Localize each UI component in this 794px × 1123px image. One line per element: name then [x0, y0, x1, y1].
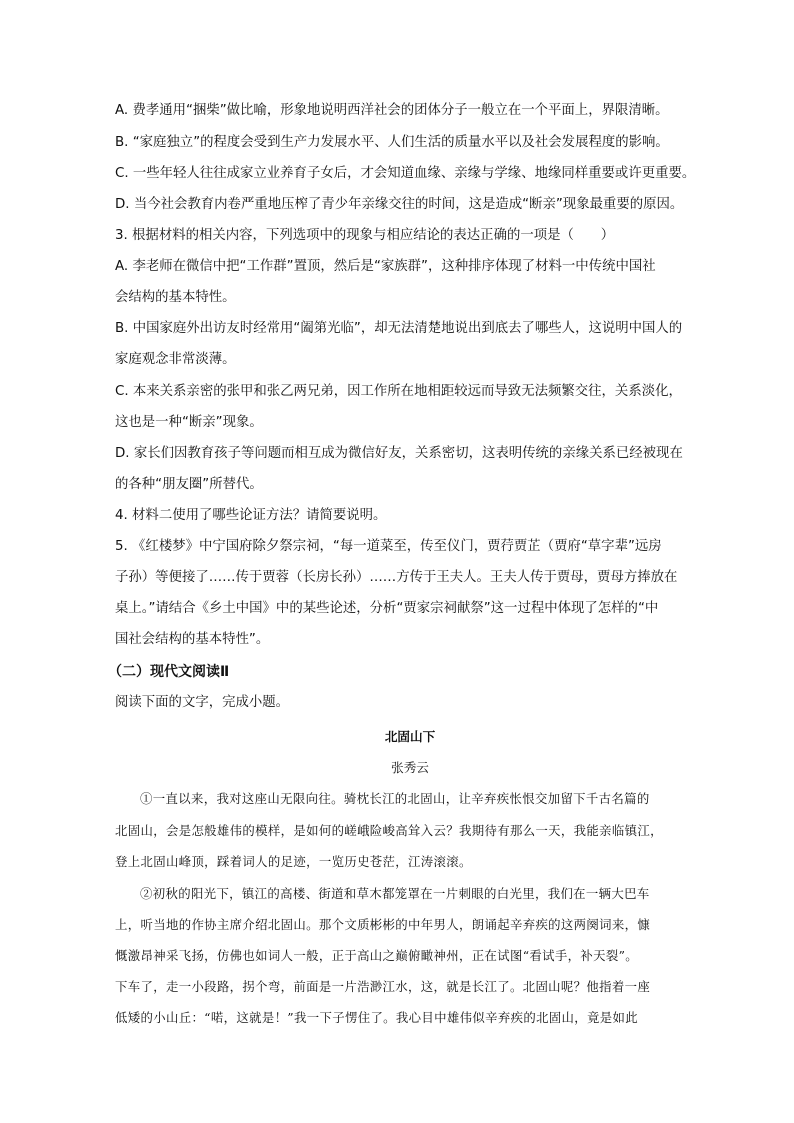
q3-option-c-line2: 这也是一种“断亲”现象。: [115, 415, 263, 430]
q3-option-d-line2: 的各种“朋友圈”所替代。: [115, 477, 263, 492]
q2-option-b: B. “家庭独立”的程度会受到生产力发展水平、人们生活的质量水平以及社会发展程度的影响。: [115, 135, 669, 150]
q4-stem: 4. 材料二使用了哪些论证方法？请简要说明。: [115, 508, 387, 523]
section-heading: （二）现代文阅读Ⅱ: [108, 664, 230, 680]
q5-line4: 国社会结构的基本特性”。: [115, 632, 270, 647]
essay-para2-line1: ②初秋的阳光下，镇江的高楼、街道和草木都笼罩在一片刺眼的白光里，我们在一辆大巴车: [140, 886, 650, 901]
essay-para1-line1: ①一直以来，我对这座山无限向往。骑枕长江的北固山，让辛弃疾怅恨交加留下千古名篇的: [140, 791, 650, 806]
q3-option-a-line1: A. 李老师在微信中把“工作群”置顶，然后是“家族群”，这种排序体现了材料一中传统中国社: [115, 259, 656, 274]
essay-para2-line2: 上，听当地的作协主席介绍北固山。那个文质彬彬的中年男人，朗诵起辛弃疾的这两阕词来，慷: [115, 917, 651, 932]
essay-author: 张秀云: [391, 760, 429, 775]
essay-para1-line2: 北固山，会是怎般雄伟的模样，是如何的嵯峨险峻高耸入云？我期待有那么一天，我能亲临镇江，: [115, 823, 663, 838]
essay-para2-line5: 低矮的小山丘：“喏，这就是！”我一下子愣住了。我心目中雄伟似辛弃疾的北固山，竟是如此: [115, 1010, 638, 1025]
q2-option-a: A. 费孝通用“捆柴”做比喻，形象地说明西洋社会的团体分子一般立在一个平面上，界限清晰。: [115, 103, 669, 118]
q2-option-d: D. 当今社会教育内卷严重地压榨了青少年亲缘交往的时间，这是造成“断亲”现象最重要的原因。: [115, 197, 684, 212]
q5-line2: 子孙）等便接了……传于贾蓉（长房长孙）……方传于王夫人。王夫人传于贾母，贾母方捧放在: [115, 570, 678, 585]
q3-option-a-line2: 会结构的基本特性。: [115, 290, 236, 305]
essay-para2-line4: 下车了，走一小段路，拐个弯，前面是一片浩渺江水，这，就是长江了。北固山呢？他指着一座: [115, 979, 651, 994]
q2-option-c: C. 一些年轻人往往成家立业养育子女后，才会知道血缘、亲缘与学缘、地缘同样重要或许更重要。: [115, 166, 696, 181]
q3-option-d-line1: D. 家长们因教育孩子等问题而相互成为微信好友，关系密切，这表明传统的亲缘关系已经被现在: [115, 446, 683, 461]
q3-stem: 3. 根据材料的相关内容，下列选项中的现象与相应结论的表达正确的一项是（ ）: [115, 228, 615, 243]
q3-option-b-line2: 家庭观念非常淡薄。: [115, 352, 236, 367]
section-instruction: 阅读下面的文字，完成小题。: [115, 695, 290, 710]
q5-line1: 5. 《红楼梦》中宁国府除夕祭宗祠，“每一道菜至，传至仪门，贾荇贾芷（贾府“草字辈”远房: [115, 539, 662, 554]
essay-para2-line3: 慨激昂神采飞扬，仿佛也如词人一般，正于高山之巅俯瞰神州，正在试图“看试手，补天裂”。: [115, 948, 638, 963]
q5-line3: 桌上。”请结合《乡土中国》中的某些论述，分析“贾家宗祠献祭”这一过程中体现了怎样的“中: [115, 601, 659, 616]
essay-title: 北固山下: [384, 729, 436, 744]
q3-option-b-line1: B. 中国家庭外出访友时经常用“阖第光临”，却无法清楚地说出到底去了哪些人，这说明中国人的: [115, 321, 683, 336]
essay-para1-line3: 登上北固山峰顶，踩着词人的足迹，一览历史苍茫，江涛滚滚。: [115, 854, 472, 869]
q3-option-c-line1: C. 本来关系亲密的张甲和张乙两兄弟，因工作所在地相距较远而导致无法频繁交往，关系淡化，: [115, 384, 682, 399]
